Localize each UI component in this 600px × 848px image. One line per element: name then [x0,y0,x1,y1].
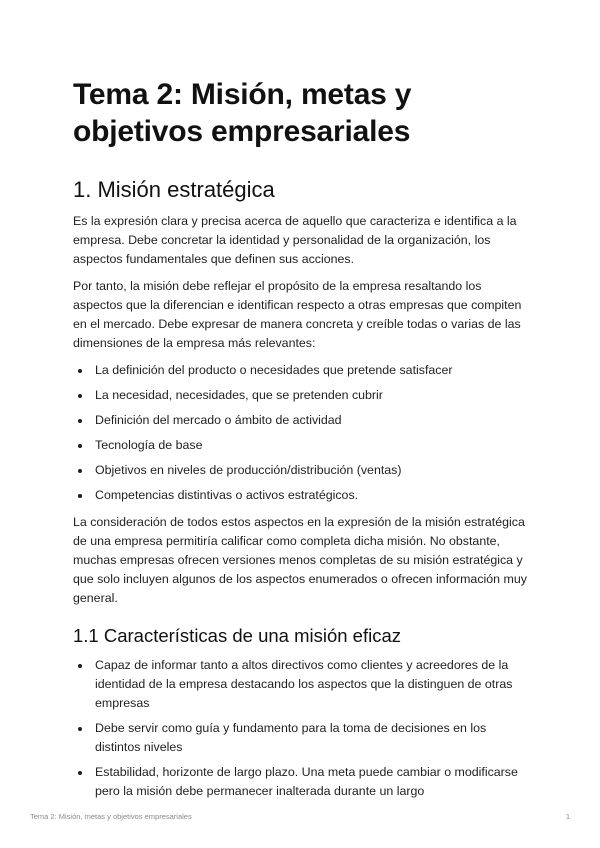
list-item [73,719,533,757]
page-footer [30,812,570,821]
section-1-1-heading: 1.1 Características de una misión eficaz [73,625,402,646]
section-1-paragraph-1: Es la expresión clara y precisa acerca de aquello que caracteriza e identifica a la empresa. Debe concretar la identidad y personalidad de la organización, los aspectos fundamentales que definen sus acciones. [73,214,517,266]
list-item-text: Tecnología de base [95,438,203,452]
document-page [73,76,533,809]
characteristics-list [73,656,533,801]
bullet-icon [78,494,82,498]
list-item [73,461,533,480]
bullet-icon [78,469,82,473]
list-item-text: Definición del mercado o ámbito de actividad [95,413,342,427]
footer-title: Tema 2: Misión, metas y objetivos empresariales [30,812,192,821]
list-item-text: Estabilidad, horizonte de largo plazo. Una meta puede cambiar o modificarse pero la misión debe permanecer inalterada durante un largo [95,765,518,798]
document-title: Tema 2: Misión, metas y objetivos empresariales [73,78,412,148]
page-number: 1 [565,812,570,821]
list-item-text: Competencias distintivas o activos estratégicos. [95,488,359,502]
bullet-icon [78,444,82,448]
list-item [73,436,533,455]
list-item [73,486,533,505]
list-item-text: Objetivos en niveles de producción/distribución (ventas) [95,463,402,477]
bullet-icon [78,394,82,398]
section-1-paragraph-2: Por tanto, la misión debe reflejar el propósito de la empresa resaltando los aspectos que la diferencian e identifican respecto a otras empresas que compiten en el mercado. Debe expresar de manera concreta y creíble todas o varias de las dimensiones de la empresa más relevantes: [73,279,522,350]
bullet-icon [78,369,82,373]
section-1-heading: 1. Misión estratégica [73,177,275,202]
list-item-text: La necesidad, necesidades, que se pretenden cubrir [95,388,383,402]
section-1-paragraph-3: La consideración de todos estos aspectos en la expresión de la misión estratégica de una empresa permitiría calificar como completa dicha misión. No obstante, muchas empresas ofrecen versiones menos completas de su misión estratégica y que solo incluyen algunos de los aspectos enumerados o ofrecen información muy general. [73,515,527,605]
list-item-text: La definición del producto o necesidades que pretende satisfacer [95,363,453,377]
list-item-text: Debe servir como guía y fundamento para la toma de decisiones en los distintos niveles [95,721,487,754]
list-item [73,361,533,380]
bullet-icon [78,419,82,423]
list-item [73,411,533,430]
list-item [73,386,533,405]
dimensions-list [73,361,533,505]
bullet-icon [78,727,82,731]
bullet-icon [78,664,82,668]
list-item [73,763,533,801]
bullet-icon [78,771,82,775]
list-item [73,656,533,713]
list-item-text: Capaz de informar tanto a altos directivos como clientes y acreedores de la identidad de la empresa destacando los aspectos que la distinguen de otras empresas [95,658,513,710]
